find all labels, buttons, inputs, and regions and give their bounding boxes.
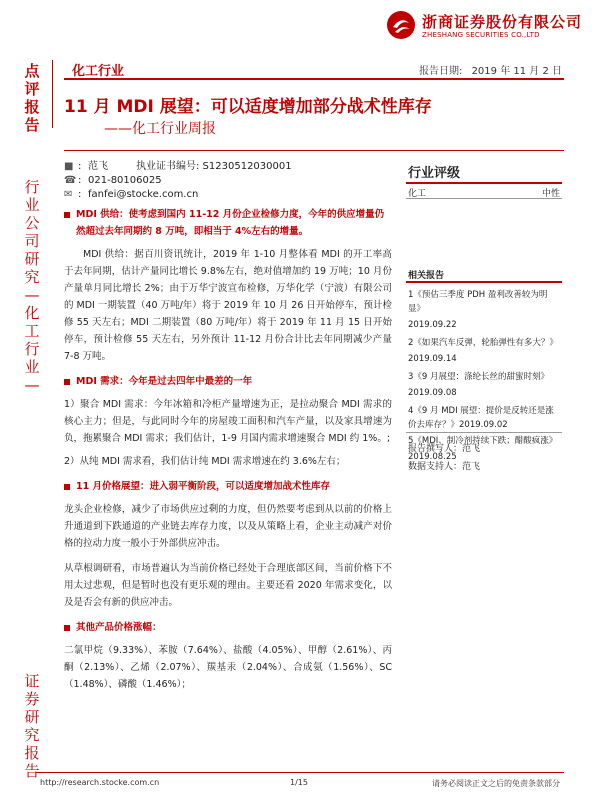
analyst-phone-row: ☎ : 021-80106025: [64, 175, 162, 186]
company-name-en: ZHESHANG SECURITIES CO.,LTD: [422, 31, 540, 39]
footer-url[interactable]: http://research.stocke.com.cn: [40, 778, 160, 787]
analyst-info: [64, 160, 292, 202]
disclaimer-note: 请务必阅读正文之后的免责条款部分: [432, 779, 560, 788]
analyst-email-row: ✉ : fanfei@stocke.com.cn: [64, 189, 199, 200]
related-report-item[interactable]: 1《预估三季度 PDH 盈利改善较为明显》: [408, 290, 548, 314]
related-report-date: 2019.09.22: [408, 320, 457, 330]
phone-icon: ☎: [64, 175, 77, 186]
report-body: [64, 206, 392, 693]
industry-tag: 化工行业: [72, 64, 125, 79]
report-date-label: 报告日期:: [419, 66, 463, 77]
rating-title: 行业评级: [408, 166, 461, 181]
related-report-item[interactable]: 3《9 月展望：涤纶长丝的甜蜜时刻》: [408, 372, 550, 382]
contributors-divider: [406, 432, 562, 433]
related-divider: [406, 281, 562, 283]
report-date-value: 2019 年 11 月 2 日: [471, 66, 562, 77]
side-label-middle: 行业公司研究—化工行业—: [24, 178, 40, 394]
title-block: [64, 84, 564, 146]
side-divider: [52, 60, 53, 128]
analyst-email[interactable]: fanfei@stocke.com.cn: [88, 189, 199, 200]
paragraph: 从草根调研看，市场普遍认为当前价格已经处于合理底部区间，当前价格下不用太过悲观，但是暂时也没有更乐观的理由。主要还看 2020 年需求变化，以及是否会有新的供应冲击。: [64, 563, 392, 608]
related-report-item[interactable]: 5《MDI、制冷剂持续下跌；醋酸疯涨》: [408, 436, 558, 446]
side-label-top: 点评报告: [24, 62, 40, 134]
analyst-name-row: ■ : 范飞 执业证书编号: S1230512030001: [64, 161, 292, 172]
related-report-date: 2019.09.08: [408, 388, 457, 398]
paragraph: 2）从纯 MDI 需求看，我们估计纯 MDI 需求增速在约 3.6%左右；: [64, 456, 346, 467]
analyst-cert: 执业证书编号: S1230512030001: [136, 161, 292, 172]
page-subtitle: ——化工行业周报: [104, 121, 216, 137]
page-number: 1/15: [290, 778, 308, 787]
related-report-item[interactable]: 4《9 月 MDI 展望：提价是反转还是涨价去库存？》2019.09.02: [408, 406, 554, 430]
paragraph: 二氯甲烷（9.33%）、苯胺（7.64%）、盐酸（4.05%）、甲醇（2.61%）、丙酮（2.13%）、乙烯（2.07%）、羰基汞（2.04%）、合成氨（1.56%）、SC（1.48%）、磷酸（1.46%）；: [64, 645, 392, 690]
report-date: [419, 62, 562, 77]
paragraph: 龙头企业检修，减少了市场供应过剩的力度，但仍然要考虑到从以前的价格上升通道到下跌通道的产业链去库存力度，以及从策略上看，企业主动减产对价格的拉动力度一般小于外部供应冲击。: [64, 504, 392, 549]
related-report-item[interactable]: 2《如果汽车反弹，轮胎弹性有多大？》: [408, 338, 558, 348]
company-logo: [386, 8, 596, 48]
analyst-phone: 021-80106025: [88, 175, 162, 186]
analyst-name: 范飞: [88, 161, 108, 172]
rating-divider-bottom: [406, 198, 562, 199]
section-heading: 11 月价格展望：进入弱平衡阶段，可以适度增加战术性库存: [64, 478, 392, 495]
email-icon: ✉: [64, 189, 73, 200]
square-bullet-icon: [64, 379, 70, 385]
person-icon: ■: [64, 161, 74, 172]
square-bullet-icon: [64, 625, 70, 631]
square-bullet-icon: [64, 484, 70, 490]
rating-value: 中性: [541, 189, 560, 199]
related-report-date: 2019.08.25: [408, 452, 457, 462]
company-name-cn: 浙商证券股份有限公司: [422, 13, 583, 31]
section-heading: MDI 供给：使考虑到国内 11-12 月份企业检修力度，今年的供应增量仍然超过去年同期约 8 万吨，即相当于 4%左右的增量。: [64, 206, 392, 240]
data-support: 数据支持人：范飞: [408, 462, 481, 472]
logo-mark-icon: [386, 10, 416, 40]
paragraph: 1）聚合 MDI 需求：今年冰箱和冷柜产量增速为正，是拉动聚合 MDI 需求的核心主力；但是，与此同时今年的房屋竣工面积和汽车产量，以及家具增速为负，拖累聚合 MDI 需求；我们估计，1-9 月国内需求增速聚合 MDI 约 1%。;: [64, 399, 392, 444]
header-divider: [64, 78, 564, 80]
rating-industry: 化工: [408, 189, 427, 199]
section-heading: 其他产品价格涨幅：: [64, 619, 392, 636]
related-reports-title: 相关报告: [408, 271, 445, 281]
related-report-date: 2019.09.14: [408, 354, 457, 364]
side-label-bottom: 证券研究报告: [24, 672, 40, 780]
page-title: 11 月 MDI 展望：可以适度增加部分战术性库存: [64, 97, 432, 117]
section-heading: MDI 需求：今年是过去四年中最差的一年: [64, 373, 392, 390]
title-divider: [64, 150, 564, 151]
rating-divider-top: [406, 182, 562, 184]
square-bullet-icon: [64, 212, 70, 218]
footer-divider: [36, 772, 564, 773]
paragraph: MDI 供给：据百川资讯统计，2019 年 1-10 月整体看 MDI 的开工率高于去年同期，估计产量同比增长 9.8%左右，绝对值增加约 19 万吨；10 月份产量单月同比增长 2%；由于万华宁波宣布检修，万华化学（宁波）有限公司的 MDI 一期装置（40 万吨/年）将于 2019 年 10 月 26 日开始停车，预计检修 55 天左右；MDI 二期装置（80 万吨/年）将于 2019 年 11 月 15 日开始停车，预计检修 55 天左右，另外预计 11-12 月份合计比去年同期减少产量 7-8 万吨。: [64, 249, 392, 362]
contributors: [408, 440, 480, 476]
report-author: 报告撰写人：范飞: [408, 444, 481, 454]
